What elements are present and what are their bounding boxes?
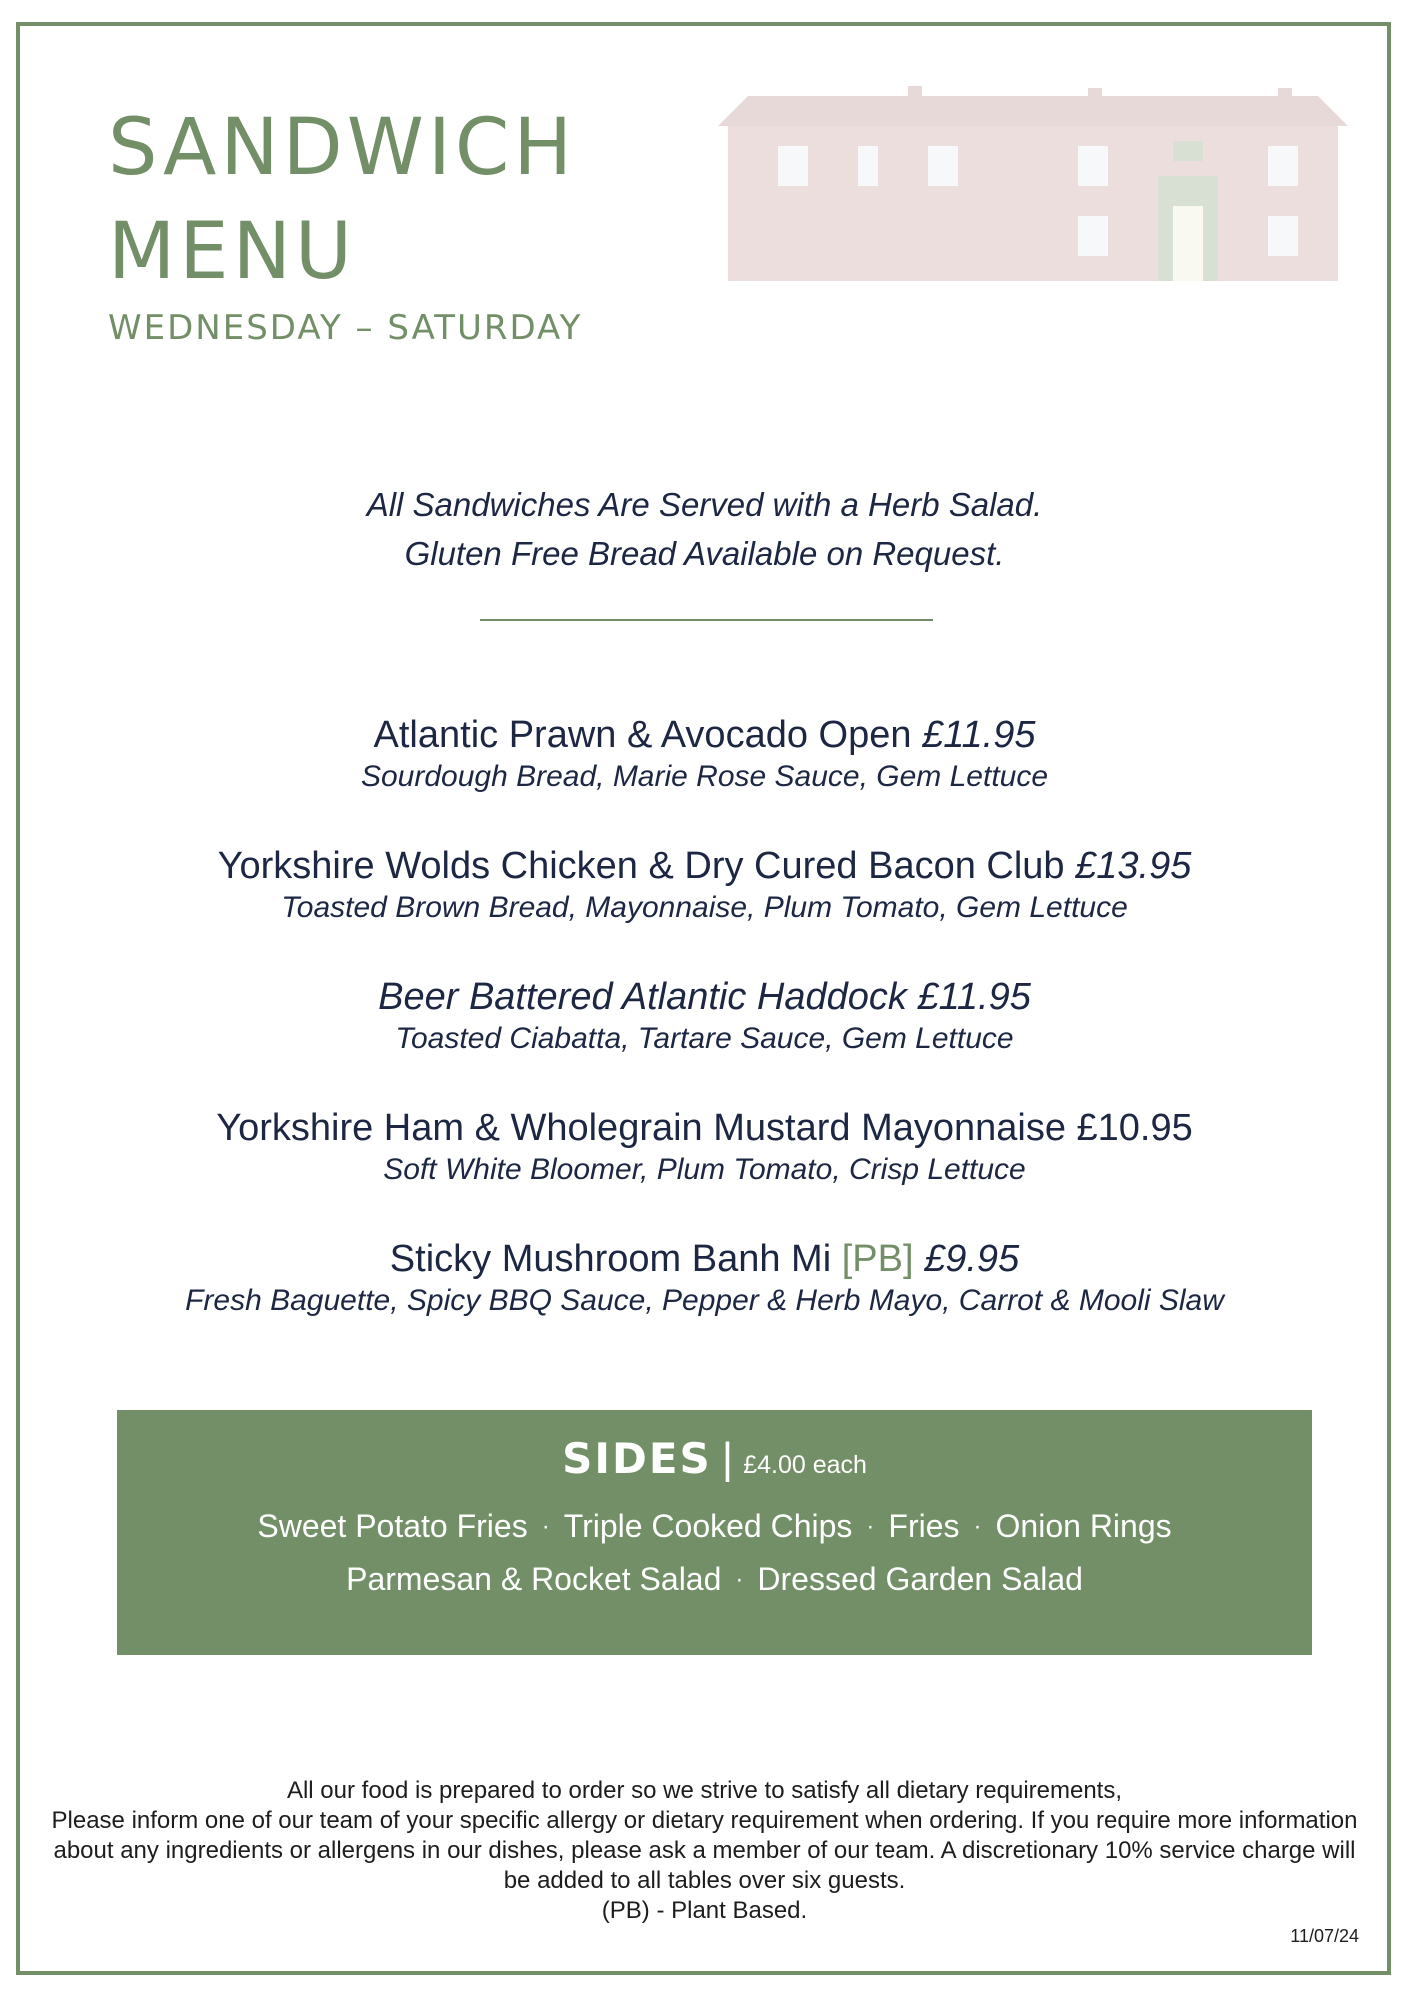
item-name: Sticky Mushroom Banh Mi <box>389 1238 832 1280</box>
item-name: Beer Battered Atlantic Haddock <box>378 976 907 1018</box>
separator-dot: · <box>973 1513 982 1540</box>
side-item: Parmesan & Rocket Salad <box>346 1561 722 1597</box>
footer-line-2: Please inform one of our team of your specific allergy or dietary requirement when ordering. If you require more information about any ingredients or allergens in our dishes, please ask a member of our team. A discretionary 10% service charge will be added to all tables over six guests. <box>51 1807 1358 1894</box>
divider <box>480 619 933 621</box>
menu-item <box>0 843 1409 927</box>
sides-price: £4.00 each <box>743 1451 867 1479</box>
item-name: Yorkshire Wolds Chicken & Dry Cured Bacon Club <box>217 845 1065 887</box>
menu-date: 11/07/24 <box>1290 1926 1359 1946</box>
sides-separator: | <box>721 1434 734 1483</box>
item-name: Atlantic Prawn & Avocado Open <box>373 714 912 756</box>
item-name-line <box>0 1236 1409 1282</box>
item-price: £9.95 <box>924 1238 1020 1280</box>
plant-based-tag: [PB] <box>841 1238 914 1280</box>
item-description: Fresh Baguette, Spicy BBQ Sauce, Pepper & Herb Mayo, Carrot & Mooli Slaw <box>185 1284 1224 1317</box>
item-description: Sourdough Bread, Marie Rose Sauce, Gem Lettuce <box>360 760 1049 793</box>
menu-title <box>108 96 576 304</box>
intro-line-1: All Sandwiches Are Served with a Herb Salad. <box>366 486 1043 523</box>
sides-row-2 <box>117 1561 1312 1598</box>
item-description: Toasted Ciabatta, Tartare Sauce, Gem Lettuce <box>395 1022 1014 1055</box>
intro-line-2: Gluten Free Bread Available on Request. <box>404 535 1005 572</box>
item-price: £13.95 <box>1075 845 1192 887</box>
item-description: Soft White Bloomer, Plum Tomato, Crisp Lettuce <box>383 1153 1026 1186</box>
item-name-line <box>0 712 1409 758</box>
item-price: £11.95 <box>922 714 1036 756</box>
menu-item <box>0 974 1409 1058</box>
title-line-1: SANDWICH <box>108 103 576 193</box>
side-item: Onion Rings <box>995 1508 1172 1544</box>
side-item: Triple Cooked Chips <box>563 1508 853 1544</box>
menu-item <box>0 1236 1409 1320</box>
side-item: Fries <box>888 1508 960 1544</box>
title-line-2: MENU <box>108 207 357 297</box>
side-item: Dressed Garden Salad <box>757 1561 1083 1597</box>
pub-building-illustration <box>718 86 1358 286</box>
menu-item <box>0 1105 1409 1189</box>
item-name-line <box>0 974 1409 1020</box>
item-name: Yorkshire Ham & Wholegrain Mustard Mayonnaise <box>216 1107 1066 1149</box>
separator-dot: · <box>541 1513 550 1540</box>
item-description: Toasted Brown Bread, Mayonnaise, Plum Tomato, Gem Lettuce <box>281 891 1128 924</box>
separator-dot: · <box>866 1513 875 1540</box>
item-name-line <box>0 1105 1409 1151</box>
sides-title: SIDES <box>562 1434 712 1483</box>
item-price: £10.95 <box>1076 1107 1193 1149</box>
menu-days: WEDNESDAY – SATURDAY <box>108 308 583 348</box>
sides-row-1 <box>117 1508 1312 1545</box>
sides-header <box>117 1434 1312 1484</box>
allergy-notice <box>40 1776 1369 1926</box>
footer-line-1: All our food is prepared to order so we strive to satisfy all dietary requirements, <box>286 1777 1123 1804</box>
item-price: £11.95 <box>917 976 1031 1018</box>
sides-panel <box>117 1410 1312 1655</box>
item-name-line <box>0 843 1409 889</box>
separator-dot: · <box>735 1566 744 1593</box>
side-item: Sweet Potato Fries <box>257 1508 528 1544</box>
menu-item <box>0 712 1409 796</box>
footer-line-3: (PB) - Plant Based. <box>601 1897 808 1924</box>
